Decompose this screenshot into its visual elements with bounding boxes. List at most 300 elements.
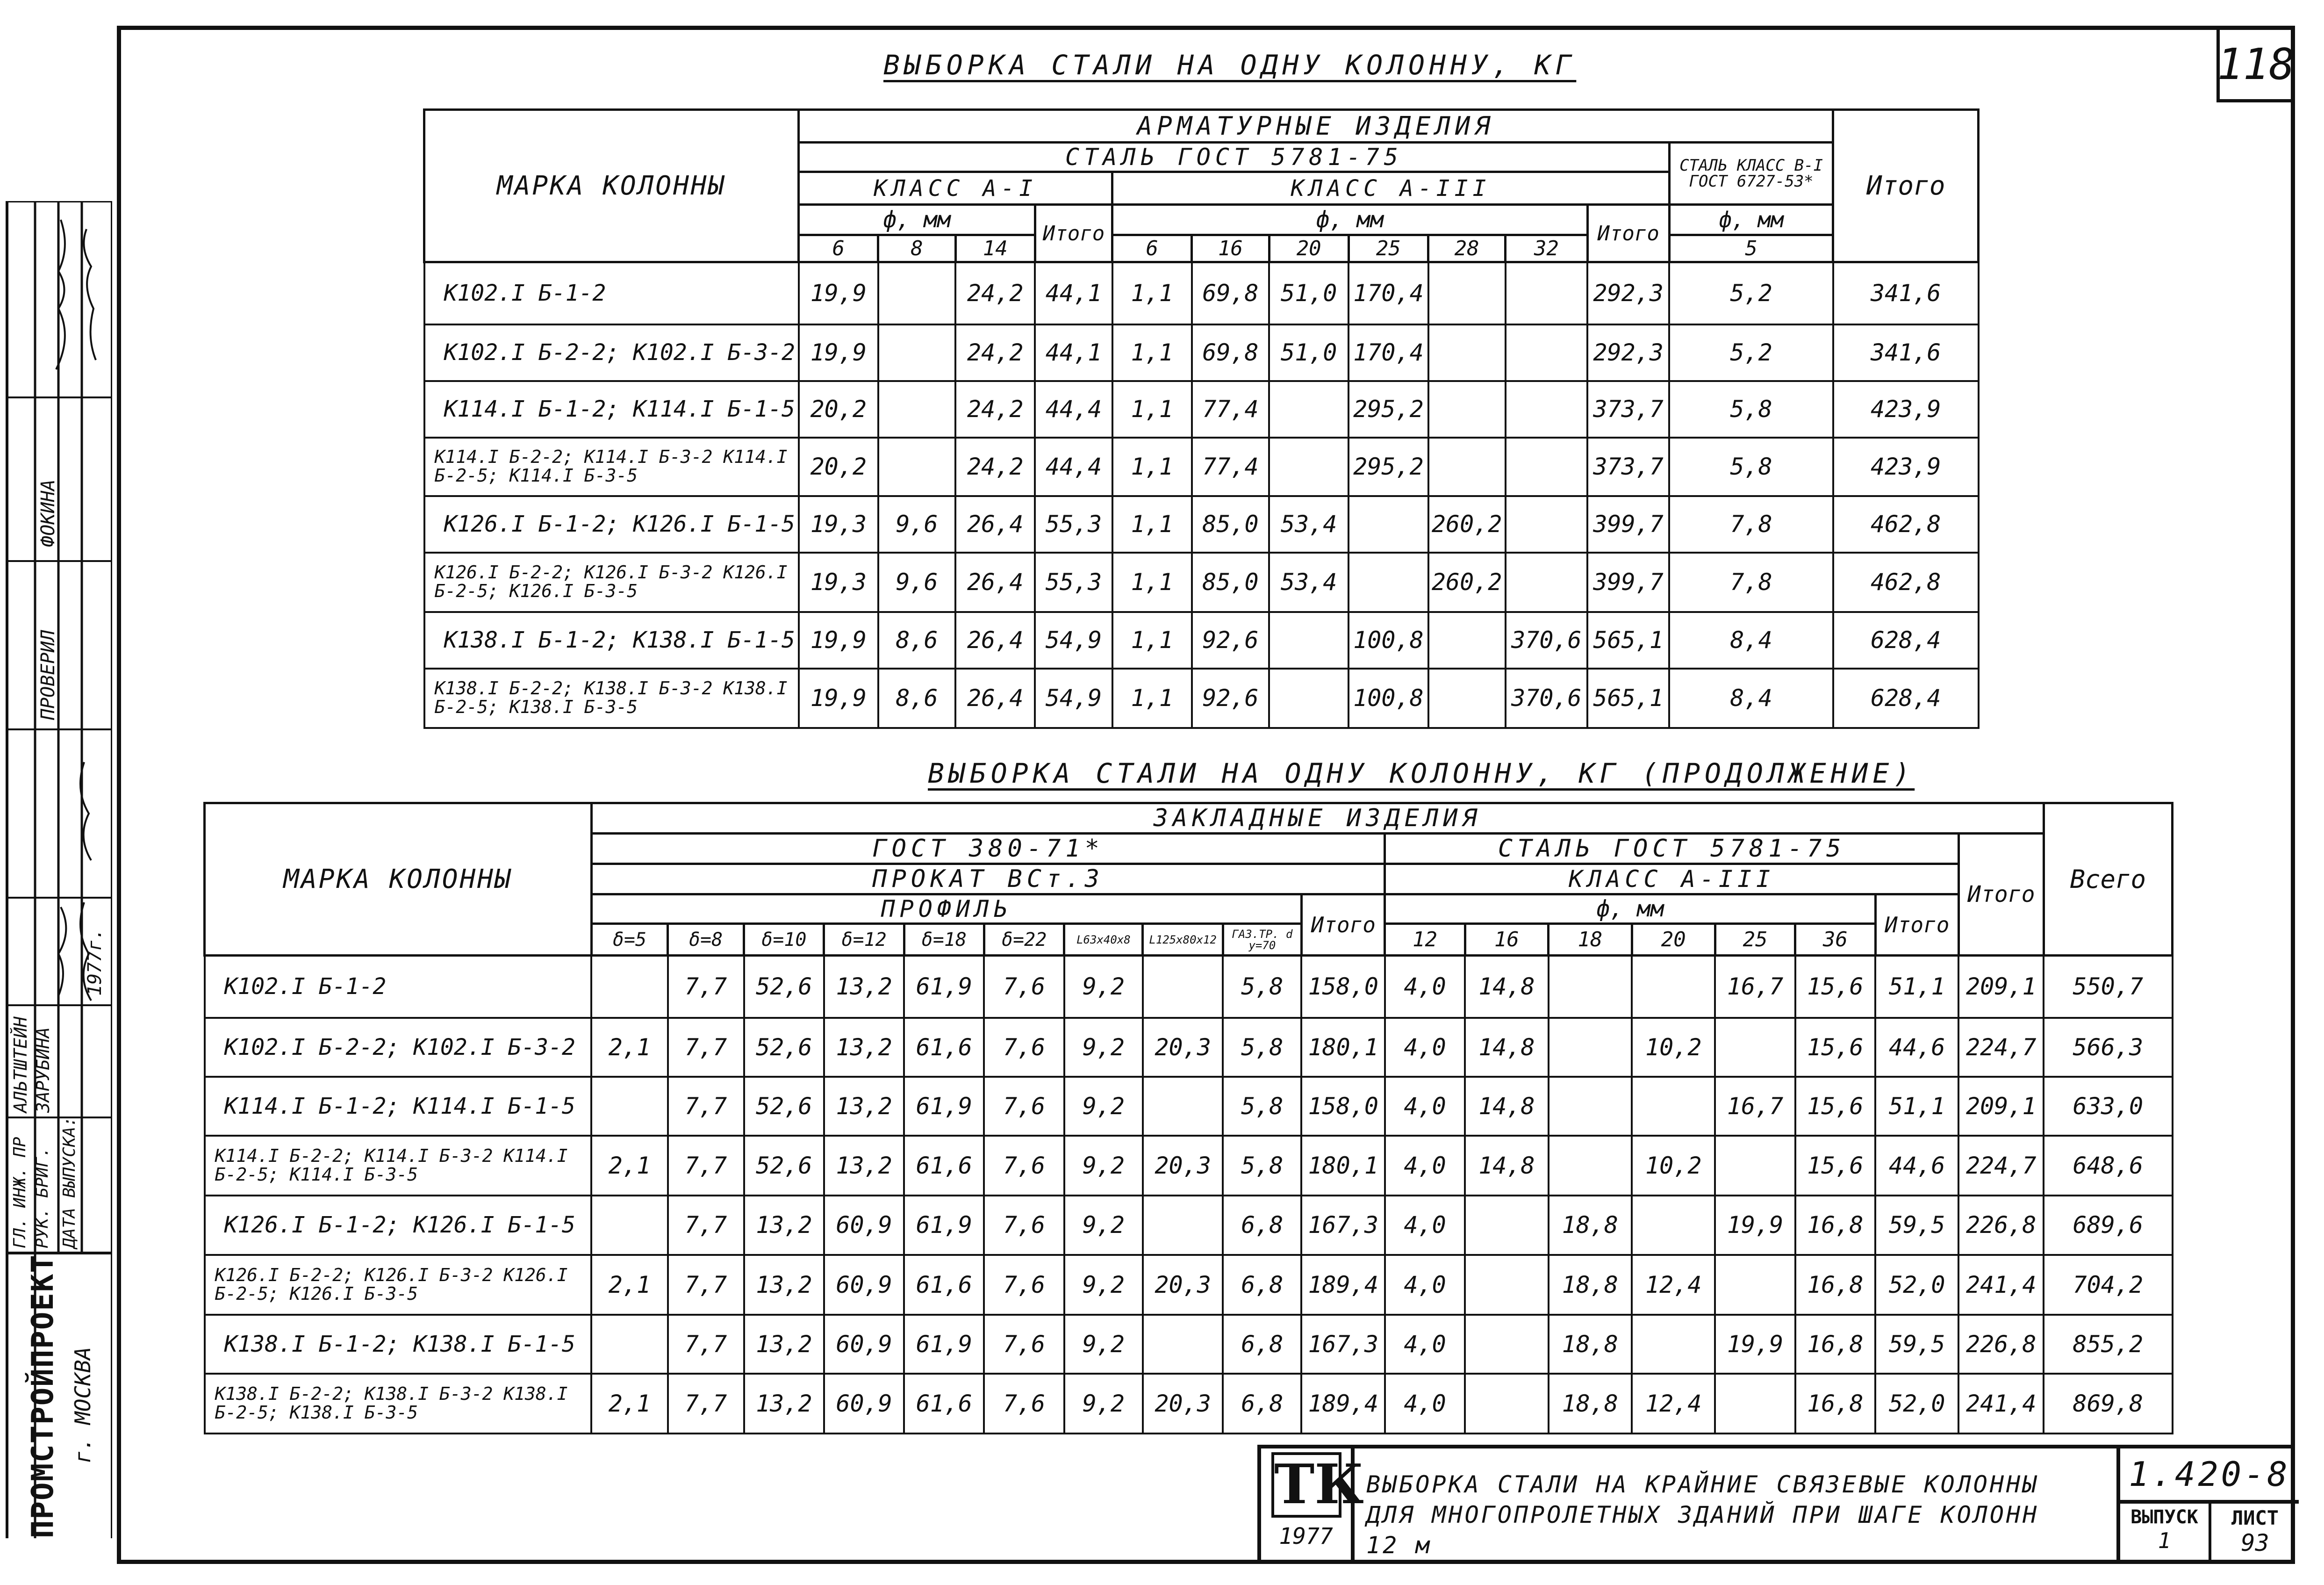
t2-cell: 10,2 — [1632, 1136, 1715, 1196]
t2-grand-total-header: Всего — [2044, 803, 2172, 956]
t1-row-mark: К114.I Б-1-2; К114.I Б-1-5 — [424, 381, 799, 438]
t2-cell: 10,2 — [1632, 1018, 1715, 1077]
t2-cell: 16,8 — [1795, 1255, 1875, 1315]
t1-cell — [1506, 381, 1587, 438]
t1-cell: 20,2 — [799, 438, 878, 496]
t1-cell: 19,9 — [799, 669, 878, 728]
t1-cell — [878, 381, 955, 438]
t1-cell: 399,7 — [1587, 496, 1669, 553]
t1-cell: 292,3 — [1587, 324, 1669, 381]
t2-profile-2: δ=10 — [744, 924, 824, 956]
t2-cell: 180,1 — [1301, 1136, 1384, 1196]
t1-cell: 51,0 — [1269, 262, 1348, 324]
t2-row — [205, 1374, 2173, 1434]
t1-class-aiii: КЛАСС А-III — [1112, 172, 1670, 205]
t2-profile-4: δ=18 — [904, 924, 984, 956]
t1-cell: 5,8 — [1669, 381, 1833, 438]
t2-cell: 224,7 — [1958, 1018, 2044, 1077]
t2-cell: 9,2 — [1064, 1136, 1143, 1196]
t1-cell: 1,1 — [1112, 496, 1192, 553]
t1-cell: 100,8 — [1348, 612, 1428, 669]
t2-profile-1: δ=8 — [668, 924, 744, 956]
t1-cell: 77,4 — [1192, 438, 1269, 496]
t1-cell: 1,1 — [1112, 324, 1192, 381]
t2-cell: 61,9 — [904, 1196, 984, 1255]
t1-row-mark: К114.I Б-2-2; К114.I Б-3-2 К114.I Б-2-5; К114.I Б-3-5 — [424, 438, 799, 496]
issue-cell — [2120, 1504, 2211, 1564]
t2-cell: 167,3 — [1301, 1315, 1384, 1374]
t2-row-mark: К126.I Б-2-2; К126.I Б-3-2 К126.I Б-2-5; К126.I Б-3-5 — [205, 1255, 592, 1315]
t2-row-mark: К138.I Б-2-2; К138.I Б-3-2 К138.I Б-2-5; К138.I Б-3-5 — [205, 1374, 592, 1434]
t2-cell: 14,8 — [1465, 1136, 1548, 1196]
t1-cell: 8,4 — [1669, 612, 1833, 669]
t2-cell: 20,3 — [1143, 1255, 1223, 1315]
t2-cell: 16,8 — [1795, 1196, 1875, 1255]
t2-cell: 20,3 — [1143, 1374, 1223, 1434]
t1-cell: 26,4 — [955, 612, 1035, 669]
t2-cell: 52,6 — [744, 1018, 824, 1077]
t2-steel-total-header: Итого — [1958, 834, 2044, 956]
t2-cell: 4,0 — [1385, 1374, 1465, 1434]
t1-cell: 423,9 — [1833, 381, 1979, 438]
t2-cell: 16,7 — [1715, 956, 1795, 1018]
t2-cell: 5,8 — [1223, 1077, 1301, 1136]
t2-cell: 59,5 — [1875, 1196, 1958, 1255]
stamp-organization: ПРОМСТРОЙПРОЕКТ — [26, 1254, 60, 1538]
t2-cell: 13,2 — [824, 1018, 904, 1077]
t1-cell: 1,1 — [1112, 612, 1192, 669]
t1-cell — [1506, 553, 1587, 612]
t2-cell — [591, 1315, 667, 1374]
t2-prokat: ПРОКАТ ВСт.3 — [591, 864, 1385, 894]
series-code: 1.420-8 — [2120, 1448, 2299, 1504]
t1-diam-b1: ф, мм — [1669, 205, 1833, 235]
t2-cell: 52,6 — [744, 956, 824, 1018]
t1-cell: 53,4 — [1269, 553, 1348, 612]
t2-prokat-total-header: Итого — [1301, 894, 1384, 956]
t2-cell: 226,8 — [1958, 1196, 2044, 1255]
code-cell — [2116, 1448, 2299, 1564]
tk-logo: ТК — [1271, 1452, 1341, 1518]
t2-cell: 15,6 — [1795, 1136, 1875, 1196]
t1-cell: 1,1 — [1112, 381, 1192, 438]
stamp-role-release-date: ДАТА ВЫПУСКА: — [60, 1117, 79, 1248]
t2-cell: 189,4 — [1301, 1255, 1384, 1315]
t1-cell: 24,2 — [955, 438, 1035, 496]
t2-cell — [1632, 1077, 1715, 1136]
t2-cell: 566,3 — [2044, 1018, 2172, 1077]
t2-cell: 7,7 — [668, 1136, 744, 1196]
t2-cell: 180,1 — [1301, 1018, 1384, 1077]
t2-cell — [1632, 956, 1715, 1018]
t1-cell: 8,6 — [878, 612, 955, 669]
t2-cell: 61,6 — [904, 1255, 984, 1315]
t2-row — [205, 1196, 2173, 1255]
t1-cell: 341,6 — [1833, 324, 1979, 381]
t2-cell: 7,6 — [984, 1315, 1064, 1374]
logo-cell — [1261, 1448, 1364, 1564]
t2-cell: 18,8 — [1549, 1196, 1632, 1255]
t1-cell: 92,6 — [1192, 612, 1269, 669]
t1-cell: 5,8 — [1669, 438, 1833, 496]
t2-cell — [1715, 1255, 1795, 1315]
t1-cell: 19,3 — [799, 553, 878, 612]
t1-cell: 565,1 — [1587, 669, 1669, 728]
t2-cell: 5,8 — [1223, 956, 1301, 1018]
t1-total-header: Итого — [1833, 110, 1979, 262]
t2-cell — [1465, 1196, 1548, 1255]
t1-cell — [878, 438, 955, 496]
t1-cell: 5,2 — [1669, 262, 1833, 324]
t1-group-header: АРМАТУРНЫЕ ИЗДЕЛИЯ — [799, 110, 1833, 143]
t2-diam-0: 12 — [1385, 924, 1465, 956]
t1-cell: 69,8 — [1192, 324, 1269, 381]
t2-cell: 6,8 — [1223, 1196, 1301, 1255]
t2-cell: 60,9 — [824, 1196, 904, 1255]
t2-cell: 60,9 — [824, 1374, 904, 1434]
t1-cell — [1269, 438, 1348, 496]
t1-row-mark: К126.I Б-1-2; К126.I Б-1-5 — [424, 496, 799, 553]
t1-cell: 7,8 — [1669, 553, 1833, 612]
t1-cell — [1428, 438, 1506, 496]
t1-cell: 9,6 — [878, 553, 955, 612]
t2-cell: 9,2 — [1064, 1255, 1143, 1315]
t2-cell: 7,6 — [984, 1077, 1064, 1136]
t2-cell: 6,8 — [1223, 1315, 1301, 1374]
t2-cell: 13,2 — [824, 1136, 904, 1196]
t2-cell — [1143, 1196, 1223, 1255]
t2-cell — [591, 1077, 667, 1136]
t2-profile-6: L63x40x8 — [1064, 924, 1143, 956]
t1-cell: 69,8 — [1192, 262, 1269, 324]
t1-cell: 292,3 — [1587, 262, 1669, 324]
t1-cell — [1428, 262, 1506, 324]
t1-cell: 8,6 — [878, 669, 955, 728]
t2-row-mark: К138.I Б-1-2; К138.I Б-1-5 — [205, 1315, 592, 1374]
t2-cell: 7,6 — [984, 1018, 1064, 1077]
t1-d-aiii-3: 25 — [1348, 235, 1428, 262]
t1-cell — [1506, 262, 1587, 324]
t1-aiii-total-header: Итого — [1587, 205, 1669, 262]
t1-row — [424, 324, 1979, 381]
t2-cell: 704,2 — [2044, 1255, 2172, 1315]
t2-cell: 52,0 — [1875, 1374, 1958, 1434]
stamp-year: 1977г. — [84, 928, 106, 996]
t2-cell — [1465, 1374, 1548, 1434]
t2-row — [205, 1136, 2173, 1196]
t2-cell: 4,0 — [1385, 1077, 1465, 1136]
t1-row — [424, 438, 1979, 496]
t2-cell: 7,7 — [668, 1315, 744, 1374]
t2-profile-8: ГАЗ.ТР. d у=70 — [1223, 924, 1301, 956]
t1-cell — [1506, 496, 1587, 553]
t2-cell: 15,6 — [1795, 1077, 1875, 1136]
t2-profile-0: δ=5 — [591, 924, 667, 956]
t1-cell: 462,8 — [1833, 553, 1979, 612]
t1-cell — [878, 262, 955, 324]
t2-cell: 14,8 — [1465, 1018, 1548, 1077]
t1-d-ai-2: 14 — [955, 235, 1035, 262]
t2-cell: 224,7 — [1958, 1136, 2044, 1196]
t1-cell: 44,1 — [1035, 262, 1112, 324]
t1-row — [424, 381, 1979, 438]
t1-diam-aiii: ф, мм — [1112, 205, 1587, 235]
t2-gost380: ГОСТ 380-71* — [591, 834, 1385, 864]
t1-cell: 341,6 — [1833, 262, 1979, 324]
t2-cell — [1632, 1196, 1715, 1255]
t2-cell — [1549, 956, 1632, 1018]
t1-row — [424, 553, 1979, 612]
t2-cell: 14,8 — [1465, 956, 1548, 1018]
t2-diam-5: 36 — [1795, 924, 1875, 956]
t2-cell: 52,6 — [744, 1077, 824, 1136]
sheet-number: 93 — [2241, 1529, 2269, 1556]
t2-cell: 7,7 — [668, 1018, 744, 1077]
t2-cell: 550,7 — [2044, 956, 2172, 1018]
t1-cell: 462,8 — [1833, 496, 1979, 553]
t1-cell: 77,4 — [1192, 381, 1269, 438]
t2-row-mark: К114.I Б-2-2; К114.I Б-3-2 К114.I Б-2-5; К114.I Б-3-5 — [205, 1136, 592, 1196]
t2-cell: 209,1 — [1958, 1077, 2044, 1136]
t1-cell: 373,7 — [1587, 381, 1669, 438]
t2-cell — [1715, 1136, 1795, 1196]
t2-cell: 61,6 — [904, 1374, 984, 1434]
t2-cell: 633,0 — [2044, 1077, 2172, 1136]
t1-cell: 24,2 — [955, 381, 1035, 438]
t2-profile-5: δ=22 — [984, 924, 1064, 956]
t1-row — [424, 262, 1979, 324]
t2-cell: 9,2 — [1064, 956, 1143, 1018]
t1-cell — [1269, 669, 1348, 728]
t2-cell — [1632, 1315, 1715, 1374]
t2-cell: 189,4 — [1301, 1374, 1384, 1434]
t2-row-mark: К102.I Б-1-2 — [205, 956, 592, 1018]
t2-diam-1: 16 — [1465, 924, 1548, 956]
t1-cell: 100,8 — [1348, 669, 1428, 728]
t2-cell: 18,8 — [1549, 1255, 1632, 1315]
t2-cell: 16,8 — [1795, 1374, 1875, 1434]
t1-cell: 26,4 — [955, 553, 1035, 612]
sheet-cell — [2211, 1504, 2299, 1564]
t2-diam-2: 18 — [1549, 924, 1632, 956]
t2-row-mark: К102.I Б-2-2; К102.I Б-3-2 — [205, 1018, 592, 1077]
t2-cell: 16,7 — [1715, 1077, 1795, 1136]
t1-cell: 370,6 — [1506, 669, 1587, 728]
t2-cell: 4,0 — [1385, 956, 1465, 1018]
t1-cell: 628,4 — [1833, 612, 1979, 669]
t1-cell: 85,0 — [1192, 496, 1269, 553]
t1-body — [424, 262, 1979, 728]
t1-cell: 26,4 — [955, 669, 1035, 728]
t2-cell: 7,7 — [668, 1374, 744, 1434]
t2-cell: 51,1 — [1875, 1077, 1958, 1136]
t2-cell: 689,6 — [2044, 1196, 2172, 1255]
logo-year: 1977 — [1279, 1523, 1333, 1549]
t2-cell — [1549, 1077, 1632, 1136]
t2-profile-3: δ=12 — [824, 924, 904, 956]
t2-cell: 13,2 — [744, 1196, 824, 1255]
t2-cell: 20,3 — [1143, 1018, 1223, 1077]
t1-cell — [1348, 496, 1428, 553]
t1-cell: 24,2 — [955, 262, 1035, 324]
t2-cell: 9,2 — [1064, 1315, 1143, 1374]
t2-profile-7: L125x80x12 — [1143, 924, 1223, 956]
t2-cell: 6,8 — [1223, 1374, 1301, 1434]
t1-cell — [1428, 324, 1506, 381]
t2-row — [205, 1077, 2173, 1136]
t1-ai-total-header: Итого — [1035, 205, 1112, 262]
title-block — [1257, 1445, 2295, 1564]
drawing-description: ВЫБОРКА СТАЛИ НА КРАЙНИЕ СВЯЗЕВЫЕ КОЛОННЫ ДЛЯ МНОГОПРОЛЕТНЫХ ЗДАНИЙ ПРИ ШАГЕ КОЛОНН 12 м — [1366, 1471, 2039, 1559]
t1-cell — [878, 324, 955, 381]
t2-cell: 226,8 — [1958, 1315, 2044, 1374]
t2-cell: 20,3 — [1143, 1136, 1223, 1196]
t2-cell: 6,8 — [1223, 1255, 1301, 1315]
sheet-label: ЛИСТ — [2231, 1506, 2279, 1529]
t2-cell: 7,7 — [668, 1196, 744, 1255]
t2-cell: 16,8 — [1795, 1315, 1875, 1374]
t2-cell — [1715, 1018, 1795, 1077]
t2-row-mark: К126.I Б-1-2; К126.I Б-1-5 — [205, 1196, 592, 1255]
t1-cell: 9,6 — [878, 496, 955, 553]
stamp-city: г. МОСКВА — [70, 1347, 95, 1463]
stamp-role-chief-engineer: ГЛ. ИНЖ. ПР — [10, 1137, 29, 1248]
t2-cell — [591, 956, 667, 1018]
t2-cell: 241,4 — [1958, 1374, 2044, 1434]
t1-cell: 628,4 — [1833, 669, 1979, 728]
t1-row-mark: К138.I Б-2-2; К138.I Б-3-2 К138.I Б-2-5; К138.I Б-3-5 — [424, 669, 799, 728]
t2-cell: 7,7 — [668, 956, 744, 1018]
t2-cell: 9,2 — [1064, 1018, 1143, 1077]
t1-cell: 170,4 — [1348, 262, 1428, 324]
t1-cell: 8,4 — [1669, 669, 1833, 728]
t2-cell: 9,2 — [1064, 1077, 1143, 1136]
t1-cell: 85,0 — [1192, 553, 1269, 612]
t2-group-header: ЗАКЛАДНЫЕ ИЗДЕЛИЯ — [591, 803, 2044, 834]
t2-row-mark: К114.I Б-1-2; К114.I Б-1-5 — [205, 1077, 592, 1136]
t2-cell: 12,4 — [1632, 1255, 1715, 1315]
t1-cell: 260,2 — [1428, 496, 1506, 553]
t2-row — [205, 956, 2173, 1018]
t1-cell: 54,9 — [1035, 612, 1112, 669]
t1-cell: 19,9 — [799, 612, 878, 669]
t2-cell: 4,0 — [1385, 1018, 1465, 1077]
t2-cell: 7,7 — [668, 1077, 744, 1136]
t2-cell: 7,7 — [668, 1255, 744, 1315]
t1-d-aiii-1: 16 — [1192, 235, 1269, 262]
t1-row-mark: К126.I Б-2-2; К126.I Б-3-2 К126.I Б-2-5; К126.I Б-3-5 — [424, 553, 799, 612]
t2-cell: 18,8 — [1549, 1315, 1632, 1374]
issue-label: ВЫПУСК — [2130, 1506, 2198, 1528]
table1 — [423, 108, 1980, 729]
t2-cell: 61,9 — [904, 956, 984, 1018]
t2-cell: 60,9 — [824, 1255, 904, 1315]
t1-d-ai-0: 6 — [799, 235, 878, 262]
t2-cell: 61,6 — [904, 1136, 984, 1196]
t2-cell: 855,2 — [2044, 1315, 2172, 1374]
t2-cell: 13,2 — [824, 1077, 904, 1136]
t1-cell: 7,8 — [1669, 496, 1833, 553]
t2-cell: 2,1 — [591, 1255, 667, 1315]
t1-gost-header: СТАЛЬ ГОСТ 5781-75 — [799, 143, 1670, 172]
t2-cell: 9,2 — [1064, 1196, 1143, 1255]
t1-cell: 1,1 — [1112, 553, 1192, 612]
t1-cell — [1506, 324, 1587, 381]
t1-cell: 565,1 — [1587, 612, 1669, 669]
t2-cell — [1549, 1136, 1632, 1196]
t1-cell: 24,2 — [955, 324, 1035, 381]
t1-cell — [1269, 381, 1348, 438]
t1-d-b1: 5 — [1669, 235, 1833, 262]
t2-cell — [1143, 956, 1223, 1018]
t2-cell: 167,3 — [1301, 1196, 1384, 1255]
t2-cell: 7,6 — [984, 1196, 1064, 1255]
t1-cell: 1,1 — [1112, 669, 1192, 728]
t1-d-aiii-4: 28 — [1428, 235, 1506, 262]
t2-cell: 12,4 — [1632, 1374, 1715, 1434]
t2-cell — [591, 1196, 667, 1255]
t2-cell: 4,0 — [1385, 1315, 1465, 1374]
t2-cell: 15,6 — [1795, 956, 1875, 1018]
t2-cell — [1465, 1255, 1548, 1315]
t1-cell: 92,6 — [1192, 669, 1269, 728]
t1-cell: 55,3 — [1035, 496, 1112, 553]
t2-gost5781: СТАЛЬ ГОСТ 5781-75 — [1385, 834, 1959, 864]
t2-cell: 52,0 — [1875, 1255, 1958, 1315]
t1-cell: 19,9 — [799, 324, 878, 381]
t2-cell: 648,6 — [2044, 1136, 2172, 1196]
t2-cell: 18,8 — [1549, 1374, 1632, 1434]
t2-cell: 209,1 — [1958, 956, 2044, 1018]
t2-cell: 2,1 — [591, 1136, 667, 1196]
t2-profil: ПРОФИЛЬ — [591, 894, 1301, 924]
t2-cell: 2,1 — [591, 1374, 667, 1434]
t1-col-mark: МАРКА КОЛОННЫ — [424, 110, 799, 262]
t2-cell: 9,2 — [1064, 1374, 1143, 1434]
sheet-corner-number: 118 — [2216, 29, 2292, 102]
t2-cell: 4,0 — [1385, 1196, 1465, 1255]
t2-cell: 13,2 — [744, 1374, 824, 1434]
t2-class-aiii: КЛАСС А-III — [1385, 864, 1959, 894]
t1-cell: 19,3 — [799, 496, 878, 553]
t2-diam: ф, мм — [1385, 894, 1875, 924]
t1-row — [424, 496, 1979, 553]
t1-cell: 44,1 — [1035, 324, 1112, 381]
t2-cell — [1465, 1315, 1548, 1374]
t2-cell: 60,9 — [824, 1315, 904, 1374]
t2-cell — [1143, 1315, 1223, 1374]
t1-d-ai-1: 8 — [878, 235, 955, 262]
t1-cell: 53,4 — [1269, 496, 1348, 553]
t1-cell: 1,1 — [1112, 438, 1192, 496]
t2-col-mark: МАРКА КОЛОННЫ — [205, 803, 592, 956]
t1-row-mark: К102.I Б-2-2; К102.I Б-3-2 — [424, 324, 799, 381]
t2-cell: 7,6 — [984, 956, 1064, 1018]
t1-row-mark: К102.I Б-1-2 — [424, 262, 799, 324]
t1-cell — [1506, 438, 1587, 496]
stamp-name-altshtein: АЛЬТШТЕЙН — [10, 1016, 31, 1113]
t2-cell: 7,6 — [984, 1255, 1064, 1315]
t2-cell: 869,8 — [2044, 1374, 2172, 1434]
t1-cell: 55,3 — [1035, 553, 1112, 612]
t2-body — [205, 956, 2173, 1434]
t1-cell: 5,2 — [1669, 324, 1833, 381]
t1-cell: 26,4 — [955, 496, 1035, 553]
t2-row — [205, 1255, 2173, 1315]
left-stamp — [0, 201, 112, 1538]
t1-row — [424, 669, 1979, 728]
t1-cell — [1428, 669, 1506, 728]
